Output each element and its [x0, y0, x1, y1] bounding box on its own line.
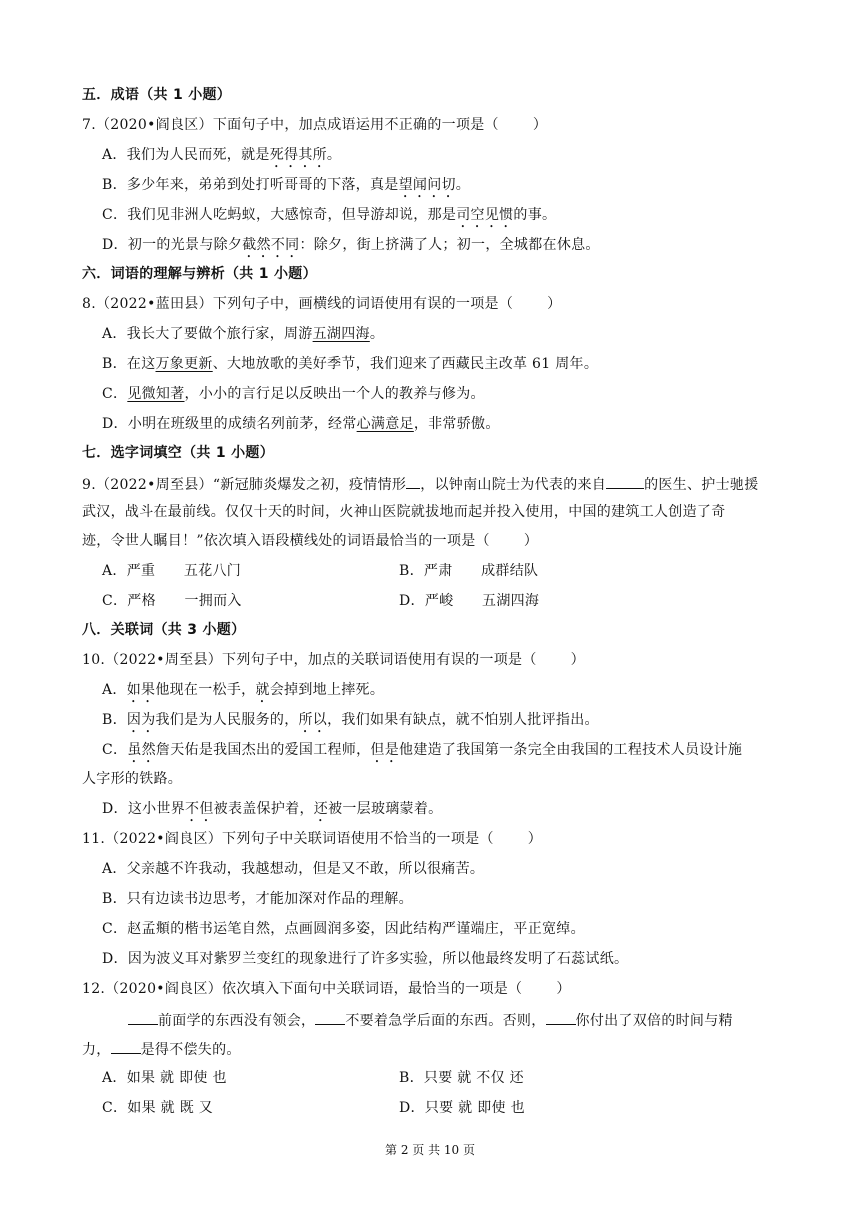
- option-text: 他现在一松手，: [155, 682, 256, 698]
- q9-option-c: C．严格 一拥而入: [102, 593, 242, 609]
- question-text: 8.（2022•蓝田县）下列句子中，画横线的词语使用有误的一项是（: [82, 296, 514, 312]
- q10-option-c-continued: 人字形的铁路。: [82, 771, 183, 787]
- fill-blank: [315, 1010, 345, 1025]
- q10-option-b: [102, 711, 599, 736]
- section-heading-conjunctions: 八．关联词（共 3 小题）: [82, 622, 246, 638]
- paren-close: ）: [570, 652, 585, 668]
- q10-option-a: [102, 681, 384, 706]
- fill-blank: [546, 1010, 576, 1025]
- paren-close: ）: [532, 117, 548, 133]
- q8-option-b: [102, 355, 598, 373]
- paren-close: ）: [527, 831, 543, 847]
- question-text: 的医生、护士驰援: [644, 477, 759, 493]
- fill-blank: [111, 1039, 141, 1054]
- question-10-stem: [82, 651, 585, 669]
- option-text: 会掉到地上摔死。: [269, 682, 385, 698]
- fill-blank: [606, 474, 644, 489]
- question-text: 12.（2020•阎良区）依次填入下面句中关联词语，最恰当的一项是（: [82, 981, 523, 997]
- option-text: C．: [102, 386, 128, 402]
- underlined-word: 万象更新: [155, 356, 213, 372]
- q12-option-c: C．如果 就 既 又: [102, 1100, 214, 1116]
- fill-blank: [128, 1010, 158, 1025]
- dotted-conjunction: 如果: [126, 682, 156, 698]
- option-text: C．: [102, 742, 128, 758]
- question-9-line-1: [82, 474, 759, 494]
- q11-option-b: B．只有边读书边思考，才能加深对作品的理解。: [102, 891, 413, 907]
- question-text: 9.（2022•周至县）“新冠肺炎爆发之初，疫情情形: [82, 477, 407, 493]
- question-text: 10.（2022•周至县）下列句子中，加点的关联词语使用有误的一项是（: [82, 652, 537, 668]
- option-text: D．小明在班级里的成绩名列前茅，经常: [102, 416, 357, 432]
- option-text: 。: [326, 147, 342, 163]
- question-12-passage-line-1: [128, 1010, 733, 1030]
- passage-text: 不要着急学后面的东西。否则，: [345, 1013, 546, 1029]
- option-text: A．我们为人民而死，就是: [102, 147, 270, 163]
- dotted-idiom: 截然不同: [242, 237, 300, 253]
- dotted-conjunction: 不但: [185, 801, 214, 817]
- option-text: 被一层玻璃蒙着。: [328, 801, 443, 817]
- fill-blank: [406, 474, 420, 489]
- option-text: A．: [102, 682, 127, 698]
- option-text: ，非常骄傲。: [413, 416, 500, 432]
- dotted-conjunction: 还: [313, 801, 329, 817]
- option-text: ：除夕，街上挤满了人；初一，全城都在休息。: [299, 237, 600, 253]
- option-text: B．在这: [102, 356, 156, 372]
- question-12-passage-line-2: [82, 1039, 241, 1059]
- q12-option-b: B．只要 就 不仅 还: [399, 1070, 524, 1086]
- dotted-idiom: 司空见惯: [456, 207, 514, 223]
- option-text: 詹天佑是我国杰出的爱国工程师，: [155, 742, 371, 758]
- question-11-stem: [82, 830, 542, 848]
- paren-close: ）: [547, 296, 562, 312]
- question-7-stem: [82, 116, 547, 134]
- q11-option-c: C．赵孟頫的楷书运笔自然，点画圆润多姿，因此结构严谨端庄，平正宽绰。: [102, 921, 585, 937]
- option-text: ，小小的言行足以反映出一个人的教养与修为。: [184, 386, 485, 402]
- option-text: D．这小世界: [102, 801, 186, 817]
- q10-option-d: [102, 800, 442, 825]
- question-9-line-3: [82, 532, 538, 550]
- dotted-conjunction: 所以: [298, 712, 328, 728]
- option-text: A．我长大了要做个旅行家，周游: [102, 326, 313, 342]
- option-text: 。: [369, 326, 385, 342]
- option-text: D．初一的光景与除夕: [102, 237, 243, 253]
- page-footer: 第 2 页 共 10 页: [385, 1143, 475, 1157]
- dotted-idiom: 望闻问切: [398, 177, 456, 193]
- q8-option-d: [102, 415, 500, 433]
- dotted-conjunction: 虽然: [127, 742, 156, 758]
- option-text: 我们是为人民服务的，: [155, 712, 299, 728]
- question-9-line-2: 武汉，战斗在最前线。仅仅十天的时间，火神山医院就拔地而起并投入使用，中国的建筑工人创造了奇: [82, 504, 726, 520]
- option-text: 的事。: [513, 207, 557, 223]
- q9-option-b: B．严肃 成群结队: [399, 563, 539, 579]
- question-text: 7.（2020•阎良区）下面句子中，加点成语运用不正确的一项是（: [82, 117, 499, 133]
- q9-option-a: A．严重 五花八门: [102, 563, 242, 579]
- passage-text: 前面学的东西没有领会，: [158, 1013, 316, 1029]
- section-heading-fill-in: 七．选字词填空（共 1 小题）: [82, 445, 274, 461]
- section-heading-idioms: 五．成语（共 1 小题）: [82, 87, 232, 103]
- q7-option-b: [102, 176, 470, 201]
- question-text: 迹，令世人瞩目！”依次填入语段横线处的词语最恰当的一项是（: [82, 533, 490, 549]
- option-text: B．多少年来，弟弟到处打听哥哥的下落，真是: [102, 177, 399, 193]
- q7-option-c: [102, 206, 556, 231]
- paren-close: ）: [556, 981, 571, 997]
- question-text: ，以钟南山院士为代表的来自: [420, 477, 607, 493]
- option-text: 。: [455, 177, 471, 193]
- dotted-idiom: 死得其所: [269, 147, 327, 163]
- underlined-word: 五湖四海: [312, 326, 370, 342]
- dotted-conjunction: 就: [255, 682, 270, 698]
- section-heading-word-usage: 六．词语的理解与辨析（共 1 小题）: [82, 266, 317, 282]
- option-text: ，我们如果有缺点，就不怕别人批评指出。: [327, 712, 599, 728]
- q11-option-d: D．因为波义耳对紫罗兰变红的现象进行了许多实验，所以他最终发明了石蕊试纸。: [102, 951, 629, 967]
- q7-option-d: [102, 236, 600, 261]
- question-text: 11.（2022•阎良区）下列句子中关联词语使用不恰当的一项是（: [82, 831, 494, 847]
- passage-text: 是得不偿失的。: [140, 1042, 241, 1058]
- q12-option-a: A．如果 就 即使 也: [102, 1070, 227, 1086]
- q11-option-a: A．父亲越不许我动，我越想动，但是又不敢，所以很痛苦。: [102, 861, 485, 877]
- q12-option-d: D．只要 就 即使 也: [399, 1100, 525, 1116]
- q8-option-a: [102, 325, 384, 343]
- question-12-stem: [82, 980, 571, 998]
- option-text: 被表盖保护着，: [213, 801, 314, 817]
- paren-close: ）: [523, 533, 539, 549]
- passage-text: 你付出了双倍的时间与精: [575, 1013, 733, 1029]
- dotted-conjunction: 因为: [126, 712, 156, 728]
- option-text: 他建造了我国第一条完全由我国的工程技术人员设计施: [399, 742, 743, 758]
- dotted-conjunction: 但是: [370, 742, 400, 758]
- passage-text: 力，: [82, 1042, 111, 1058]
- option-text: 、大地放歌的美好季节，我们迎来了西藏民主改革 61 周年。: [212, 356, 599, 372]
- underlined-word: 见微知著: [127, 386, 185, 402]
- option-text: B．: [102, 712, 127, 728]
- q10-option-c: [102, 741, 742, 766]
- question-8-stem: [82, 295, 561, 313]
- q7-option-a: [102, 146, 341, 171]
- q9-option-d: D．严峻 五湖四海: [399, 593, 540, 609]
- option-text: C．我们见非洲人吃蚂蚁，大感惊奇，但导游却说，那是: [102, 207, 457, 223]
- q8-option-c: [102, 385, 485, 403]
- underlined-word: 心满意足: [356, 416, 414, 432]
